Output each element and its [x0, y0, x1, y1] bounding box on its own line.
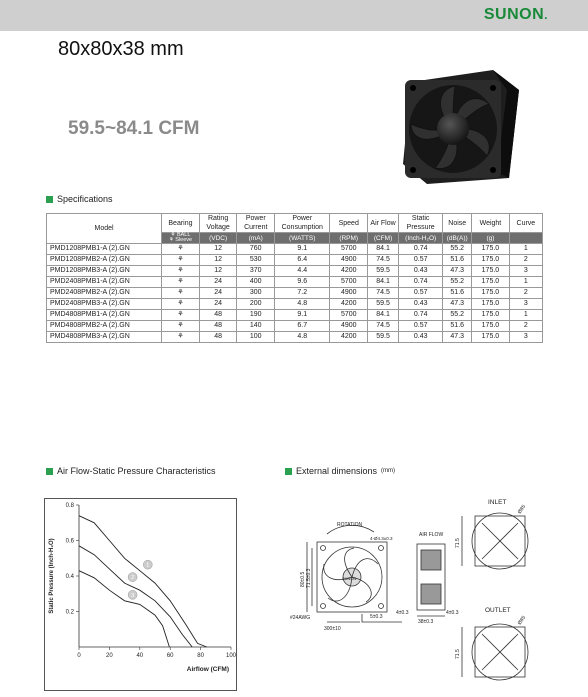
model-cell: PMD1208PMB3-A (2).GN: [47, 266, 162, 277]
hub-label: SUNON: [342, 576, 357, 581]
unit-weight: (g): [472, 233, 510, 244]
header-curve: Curve: [509, 214, 542, 233]
x-tick-label: 80: [197, 653, 204, 659]
table-cell: 5700: [330, 310, 368, 321]
table-cell: 4200: [330, 332, 368, 343]
table-cell: 175.0: [472, 244, 510, 255]
table-cell: 24: [199, 277, 237, 288]
rotation-label: ROTATION: [337, 522, 363, 528]
bullet-square-icon: [46, 468, 53, 475]
unit-consumption: (WATTS): [275, 233, 330, 244]
table-cell: 59.5: [368, 299, 399, 310]
table-cell: 59.5: [368, 266, 399, 277]
dims-heading: External dimensions (mm): [285, 466, 395, 476]
table-row: [47, 277, 543, 288]
table-cell: 47.3: [443, 332, 472, 343]
header-weight: Weight: [472, 214, 510, 233]
header-pressure: Static Pressure: [399, 214, 443, 233]
table-cell: 24: [199, 288, 237, 299]
top-banner: [0, 0, 588, 31]
table-cell: 5700: [330, 244, 368, 255]
table-row: [47, 332, 543, 343]
outlet-label: OUTLET: [485, 607, 511, 614]
flange-left: 4±0.3: [396, 610, 409, 616]
x-tick-label: 40: [136, 653, 144, 659]
header-airflow: Air Flow: [368, 214, 399, 233]
table-cell: 4.8: [275, 299, 330, 310]
table-cell: 0.43: [399, 299, 443, 310]
table-cell: 74.5: [368, 288, 399, 299]
x-tick-label: 0: [77, 653, 81, 659]
table-cell: 0.43: [399, 266, 443, 277]
table-cell: 100: [237, 332, 275, 343]
bearing-legend: ⚘ BALL ⚘ Sleeve: [162, 233, 200, 244]
unit-curve: [509, 233, 542, 244]
inlet-label: INLET: [488, 499, 507, 506]
table-cell: ⚘: [162, 255, 200, 266]
model-cell: PMD2408PMB2-A (2).GN: [47, 288, 162, 299]
table-cell: 4900: [330, 255, 368, 266]
chart-heading: Air Flow-Static Pressure Characteristics: [46, 466, 216, 476]
unit-current: (mA): [237, 233, 275, 244]
table-cell: 175.0: [472, 310, 510, 321]
table-cell: 3: [509, 332, 542, 343]
y-tick-label: 0.4: [65, 574, 74, 580]
table-cell: 4.8: [275, 332, 330, 343]
model-cell: PMD1208PMB1-A (2).GN: [47, 244, 162, 255]
table-cell: ⚘: [162, 321, 200, 332]
table-cell: 47.3: [443, 266, 472, 277]
table-cell: 9.1: [275, 310, 330, 321]
table-cell: 4900: [330, 321, 368, 332]
table-cell: 175.0: [472, 332, 510, 343]
table-row: [47, 255, 543, 266]
table-cell: 0.57: [399, 255, 443, 266]
x-axis-label: Airflow (CFM): [186, 666, 229, 673]
unit-speed: (RPM): [330, 233, 368, 244]
y-tick-label: 0.6: [65, 538, 74, 545]
table-cell: 55.2: [443, 310, 472, 321]
table-cell: ⚘: [162, 277, 200, 288]
table-cell: 84.1: [368, 310, 399, 321]
table-cell: 0.43: [399, 332, 443, 343]
table-cell: ⚘: [162, 310, 200, 321]
table-cell: 530: [237, 255, 275, 266]
depth-dim: 38±0.3: [418, 619, 434, 625]
header-current: Power Current: [237, 214, 275, 233]
table-cell: ⚘: [162, 266, 200, 277]
outlet-mount: 71.5: [455, 649, 461, 659]
width-dim: 80±0.5: [300, 571, 306, 587]
outlet-diameter: Ø85: [516, 614, 528, 627]
table-row: [47, 299, 543, 310]
table-cell: 1: [509, 310, 542, 321]
table-cell: 2: [509, 255, 542, 266]
awg-label: #24AWG: [290, 615, 311, 621]
table-cell: 175.0: [472, 277, 510, 288]
table-cell: 140: [237, 321, 275, 332]
table-row: [47, 310, 543, 321]
table-header-row: [47, 214, 543, 233]
table-cell: 300: [237, 288, 275, 299]
brand-logo: SUNON.: [483, 6, 548, 23]
table-cell: ⚘: [162, 332, 200, 343]
table-cell: 175.0: [472, 266, 510, 277]
model-cell: PMD2408PMB1-A (2).GN: [47, 277, 162, 288]
table-cell: 24: [199, 299, 237, 310]
table-row: [47, 288, 543, 299]
table-cell: ⚘: [162, 244, 200, 255]
table-cell: 4900: [330, 288, 368, 299]
specifications-heading: Specifications: [46, 194, 113, 204]
table-cell: 175.0: [472, 321, 510, 332]
table-cell: 12: [199, 255, 237, 266]
table-cell: 200: [237, 299, 275, 310]
table-cell: 6.4: [275, 255, 330, 266]
table-cell: 0.74: [399, 277, 443, 288]
table-cell: ⚘: [162, 288, 200, 299]
header-bearing: Bearing: [162, 214, 200, 233]
table-cell: 12: [199, 244, 237, 255]
inlet-mount: 71.5: [455, 538, 461, 548]
table-cell: 48: [199, 321, 237, 332]
table-cell: 175.0: [472, 255, 510, 266]
cfm-range: 59.5~84.1 CFM: [68, 118, 200, 139]
header-model: Model: [47, 214, 162, 244]
table-cell: 6.7: [275, 321, 330, 332]
x-tick-label: 20: [106, 653, 113, 659]
table-cell: 74.5: [368, 321, 399, 332]
series-label-1: 1: [146, 562, 150, 569]
x-tick-label: 100: [225, 653, 236, 659]
page-title: 80x80x38 mm: [58, 38, 184, 60]
pin-pitch: 5±0.3: [370, 614, 383, 620]
header-consumption: Power Consumption: [275, 214, 330, 233]
unit-voltage: (VDC): [199, 233, 237, 244]
table-cell: 5700: [330, 277, 368, 288]
airflow-label: AIR FLOW: [419, 532, 444, 538]
table-cell: 51.6: [443, 288, 472, 299]
table-cell: 59.5: [368, 332, 399, 343]
table-cell: 4.4: [275, 266, 330, 277]
table-cell: 12: [199, 266, 237, 277]
flange-right: 4±0.3: [446, 610, 459, 616]
table-cell: 51.6: [443, 321, 472, 332]
model-cell: PMD4808PMB3-A (2).GN: [47, 332, 162, 343]
table-cell: 175.0: [472, 299, 510, 310]
hole-label: 4-Ø4.3±0.3: [370, 536, 393, 541]
model-cell: PMD4808PMB1-A (2).GN: [47, 310, 162, 321]
bullet-square-icon: [46, 196, 53, 203]
series-label-3: 3: [131, 592, 135, 599]
bullet-square-icon: [285, 468, 292, 475]
y-tick-label: 0.8: [65, 503, 74, 509]
unit-noise: (dB(A)): [443, 233, 472, 244]
table-cell: 400: [237, 277, 275, 288]
table-cell: 1: [509, 244, 542, 255]
header-speed: Speed: [330, 214, 368, 233]
table-cell: 175.0: [472, 288, 510, 299]
header-voltage: Rating Voltage: [199, 214, 237, 233]
pq-chart: [45, 499, 236, 690]
table-cell: 190: [237, 310, 275, 321]
unit-airflow: (CFM): [368, 233, 399, 244]
table-row: [47, 266, 543, 277]
table-cell: 3: [509, 266, 542, 277]
table-cell: 55.2: [443, 244, 472, 255]
table-cell: 0.74: [399, 244, 443, 255]
chart-frame: [44, 498, 237, 691]
table-cell: 7.2: [275, 288, 330, 299]
table-cell: 48: [199, 332, 237, 343]
model-cell: PMD1208PMB2-A (2).GN: [47, 255, 162, 266]
unit-pressure: (Inch-H₂O): [399, 233, 443, 244]
dimensions-drawing: [282, 492, 582, 692]
table-cell: 55.2: [443, 277, 472, 288]
table-cell: 2: [509, 288, 542, 299]
series-label-2: 2: [131, 575, 135, 582]
table-cell: 74.5: [368, 255, 399, 266]
table-cell: ⚘: [162, 299, 200, 310]
table-cell: 9.6: [275, 277, 330, 288]
model-cell: PMD2408PMB3-A (2).GN: [47, 299, 162, 310]
table-cell: 760: [237, 244, 275, 255]
table-cell: 0.57: [399, 321, 443, 332]
specifications-table: [46, 213, 543, 343]
lead-length: 300±10: [324, 626, 341, 632]
table-cell: 4200: [330, 299, 368, 310]
x-tick-label: 60: [166, 653, 174, 659]
table-cell: 4200: [330, 266, 368, 277]
table-cell: 48: [199, 310, 237, 321]
model-cell: PMD4808PMB2-A (2).GN: [47, 321, 162, 332]
table-row: [47, 244, 543, 255]
table-cell: 2: [509, 321, 542, 332]
fan-photo: [397, 60, 523, 186]
table-cell: 51.6: [443, 255, 472, 266]
table-cell: 1: [509, 277, 542, 288]
table-cell: 47.3: [443, 299, 472, 310]
table-cell: 0.57: [399, 288, 443, 299]
table-cell: 9.1: [275, 244, 330, 255]
table-row: [47, 321, 543, 332]
table-cell: 370: [237, 266, 275, 277]
table-cell: 3: [509, 299, 542, 310]
header-noise: Noise: [443, 214, 472, 233]
y-tick-label: 0.2: [65, 609, 74, 616]
table-cell: 84.1: [368, 244, 399, 255]
table-cell: 0.74: [399, 310, 443, 321]
y-axis-label: Static Pressure (Inch-H₂O): [49, 538, 55, 614]
table-cell: 84.1: [368, 277, 399, 288]
inlet-diameter: Ø85: [516, 503, 528, 516]
mount-dim: 71.5±0.3: [306, 568, 312, 588]
